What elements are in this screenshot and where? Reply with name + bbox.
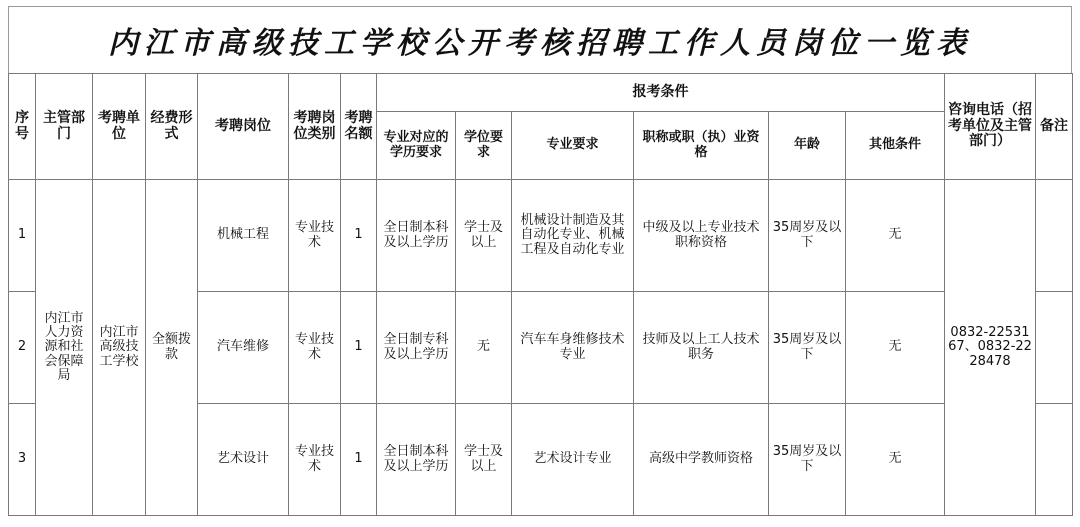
cell-degree: 无 [456,292,512,404]
cell-degree: 学士及以上 [456,180,512,292]
cell-contact: 0832-2253167、0832-2228478 [945,180,1036,516]
cell-title-qual: 技师及以上工人技术职务 [634,292,769,404]
cell-funding: 全额拨款 [146,180,198,516]
header-post-type: 考聘岗位类别 [289,74,341,180]
cell-unit: 内江市高级技工学校 [93,180,146,516]
cell-remark [1036,292,1073,404]
cell-seq: 2 [9,292,36,404]
cell-post: 机械工程 [198,180,289,292]
cell-major: 汽车车身维修技术专业 [512,292,634,404]
cell-other: 无 [846,292,945,404]
cell-post: 汽车维修 [198,292,289,404]
header-degree: 学位要求 [456,112,512,180]
cell-dept: 内江市人力资源和社会保障局 [36,180,93,516]
cell-age: 35周岁及以下 [769,404,846,516]
cell-age: 35周岁及以下 [769,292,846,404]
cell-post-type: 专业技术 [289,404,341,516]
cell-other: 无 [846,180,945,292]
cell-post-type: 专业技术 [289,180,341,292]
header-dept: 主管部门 [36,74,93,180]
header-post: 考聘岗位 [198,74,289,180]
header-contact: 咨询电话（招考单位及主管部门） [945,74,1036,180]
cell-post: 艺术设计 [198,404,289,516]
header-conditions: 报考条件 [377,74,945,112]
header-seq: 序号 [9,74,36,180]
cell-other: 无 [846,404,945,516]
cell-remark [1036,404,1073,516]
header-age: 年龄 [769,112,846,180]
cell-quota: 1 [341,180,377,292]
cell-edu: 全日制本科及以上学历 [377,404,456,516]
cell-quota: 1 [341,292,377,404]
header-remark: 备注 [1036,74,1073,180]
cell-degree: 学士及以上 [456,404,512,516]
header-edu: 专业对应的学历要求 [377,112,456,180]
header-title-qual: 职称或职（执）业资格 [634,112,769,180]
cell-title-qual: 高级中学教师资格 [634,404,769,516]
header-other: 其他条件 [846,112,945,180]
cell-edu: 全日制专科及以上学历 [377,292,456,404]
cell-remark [1036,180,1073,292]
page-title: 内江市高级技工学校公开考核招聘工作人员岗位一览表 [8,6,1072,74]
header-unit: 考聘单位 [93,74,146,180]
cell-seq: 1 [9,180,36,292]
header-quota: 考聘名额 [341,74,377,180]
cell-major: 艺术设计专业 [512,404,634,516]
cell-major: 机械设计制造及其自动化专业、机械工程及自动化专业 [512,180,634,292]
table-row [9,180,1073,292]
cell-title-qual: 中级及以上专业技术职称资格 [634,180,769,292]
positions-table [8,73,1073,516]
cell-edu: 全日制本科及以上学历 [377,180,456,292]
header-major: 专业要求 [512,112,634,180]
cell-seq: 3 [9,404,36,516]
header-row-1 [9,74,1073,112]
cell-quota: 1 [341,404,377,516]
header-funding: 经费形式 [146,74,198,180]
cell-post-type: 专业技术 [289,292,341,404]
cell-age: 35周岁及以下 [769,180,846,292]
